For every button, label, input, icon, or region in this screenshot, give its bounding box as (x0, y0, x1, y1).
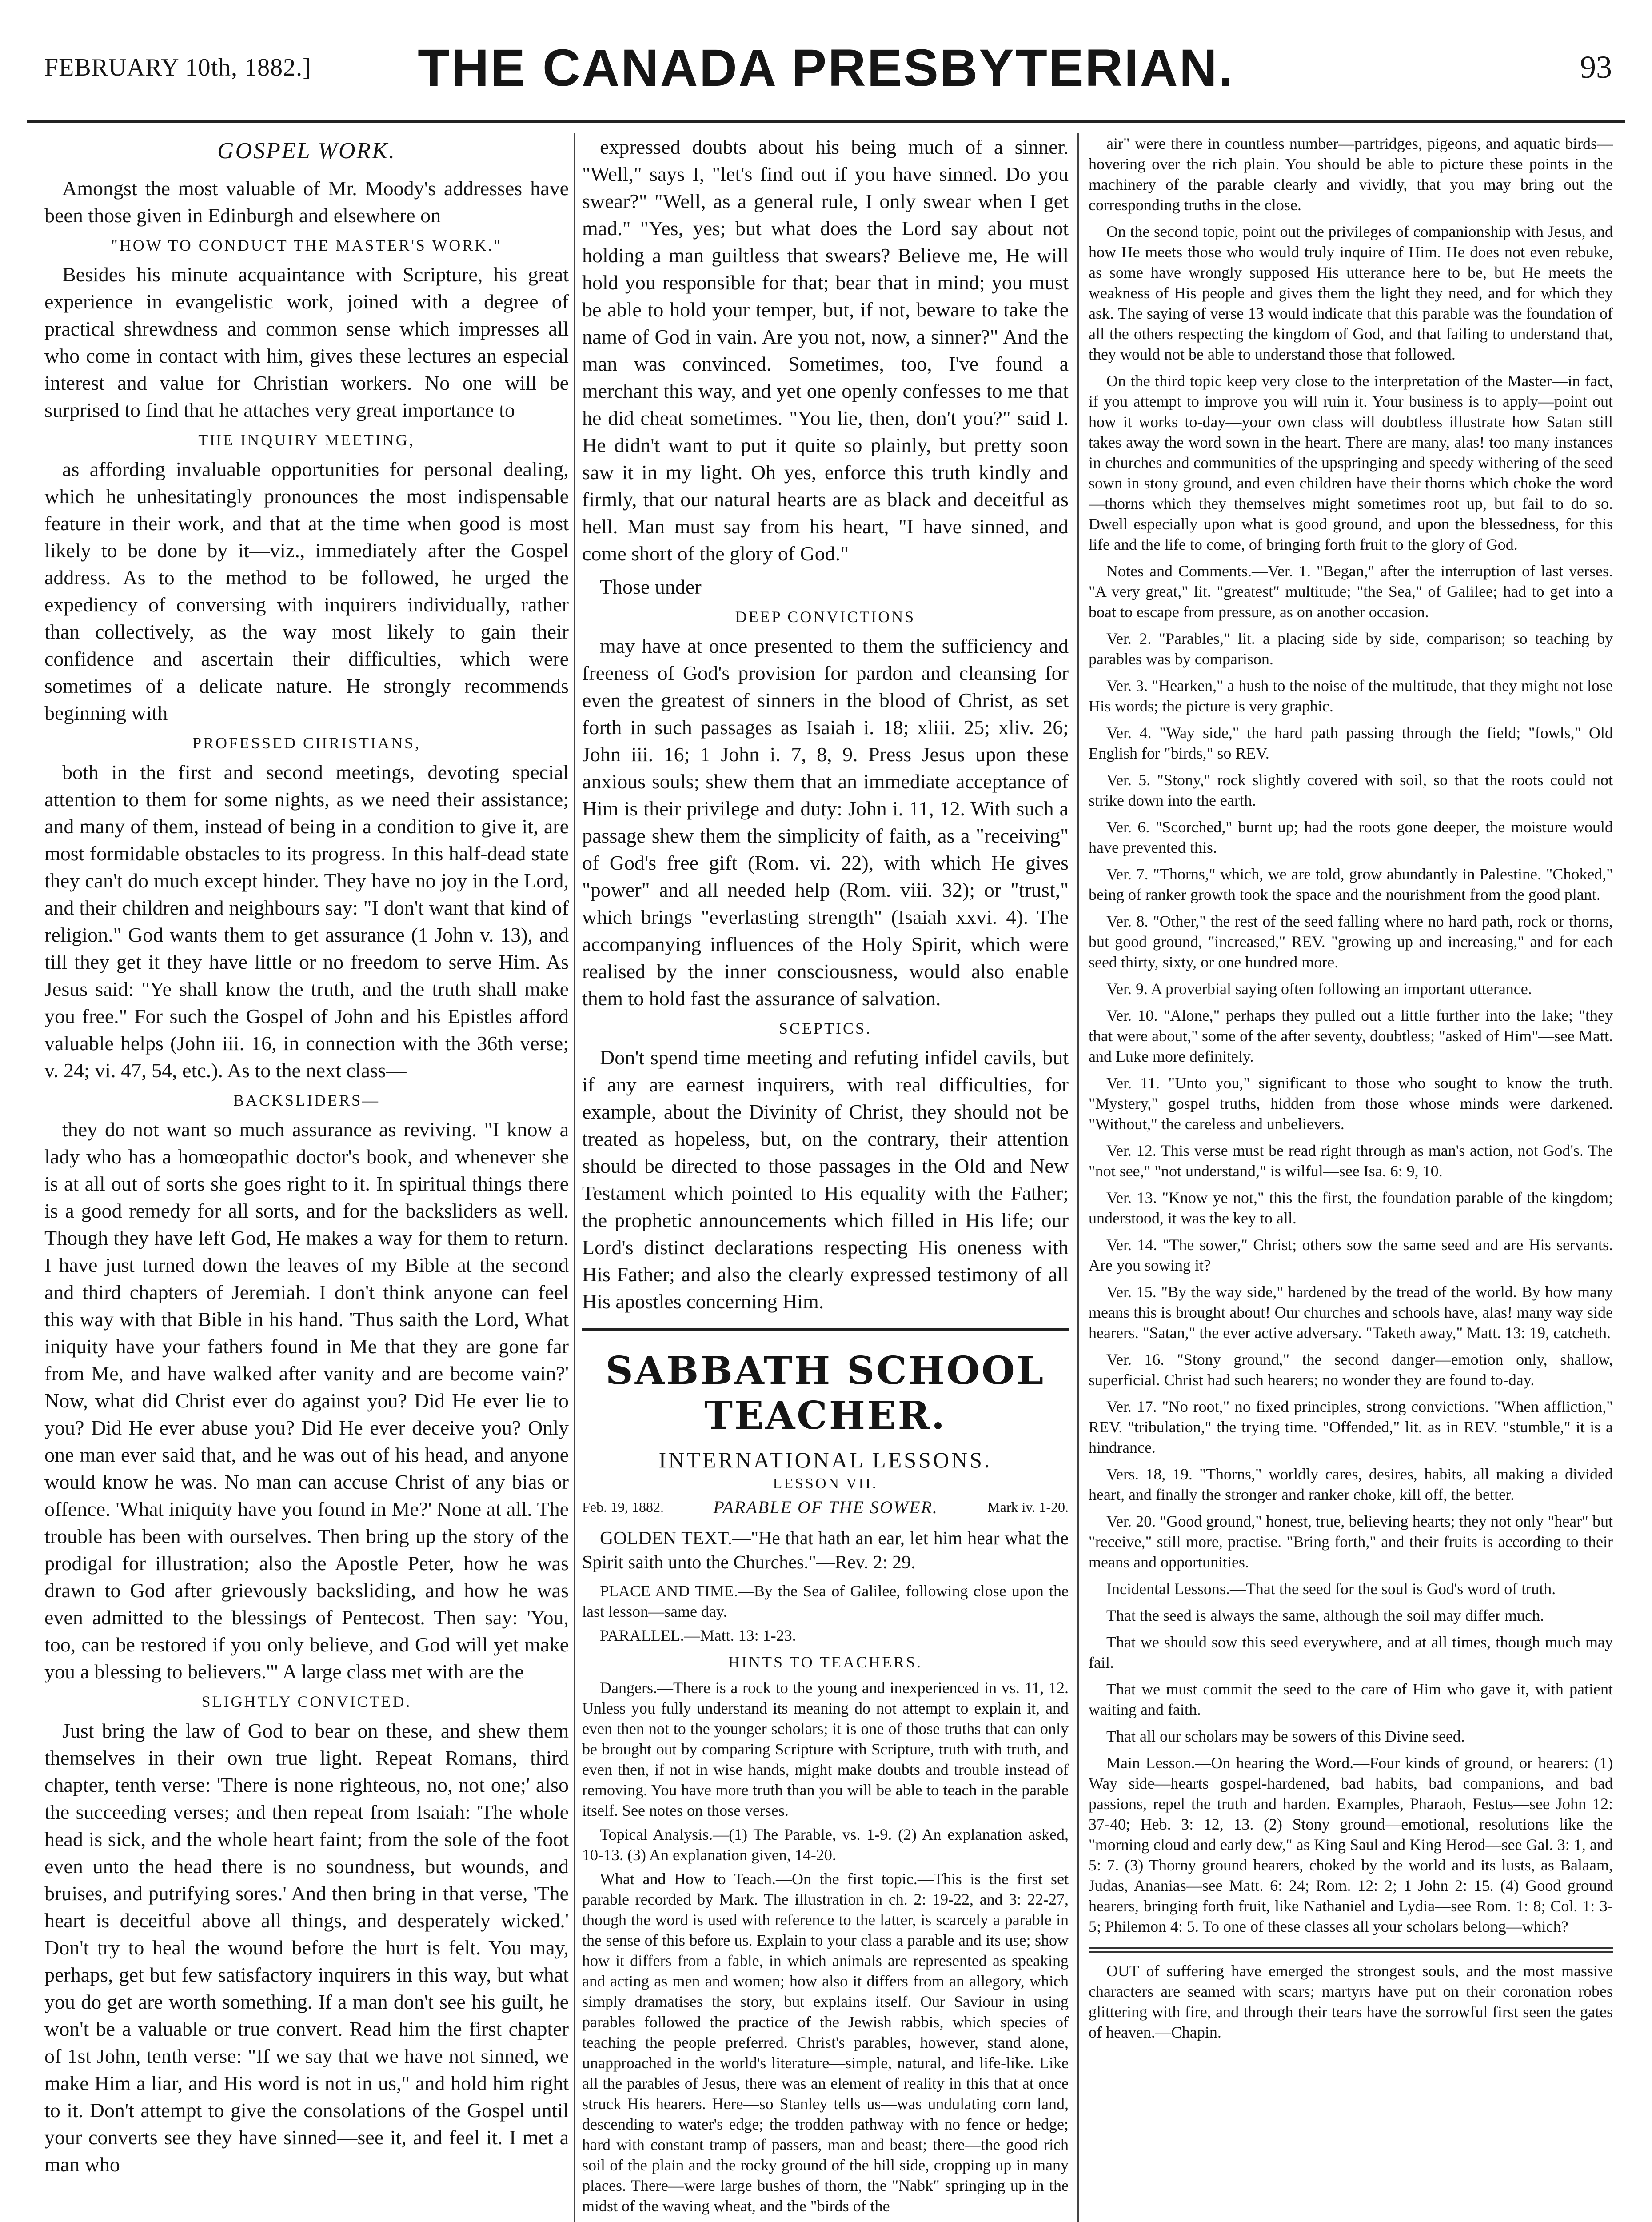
section-title: GOSPEL WORK. (217, 138, 396, 164)
paragraph: Ver. 15. "By the way side," hardened by the tread of the world. By how many means this is brought about! Our churches and schools have, alas! many way side hearers. "Satan," the ever active adversary. "Taketh away," Matt. 13: 19, catcheth. (1089, 1283, 1613, 1342)
place-and-time: PLACE AND TIME.—By the Sea of Galilee, following close upon the last lesson—same day. (582, 1582, 1069, 1620)
parallel: PARALLEL.—Matt. 13: 1-23. (600, 1627, 796, 1644)
hint-paragraph: Topical Analysis.—(1) The Parable, vs. 1-9. (2) An explanation asked, 10-13. (3) An explanation given, 14-20. (582, 1826, 1069, 1864)
paragraph: Ver. 13. "Know ye not," this the first, the foundation parable of the kingdom; understood, it was the key to all. (1089, 1189, 1613, 1227)
column-divider (1077, 133, 1079, 2222)
paragraph: air" were there in countless number—partridges, pigeons, and aquatic birds—hovering over the rich plain. You should be able to picture these points in the machinery of the parable clearly and vividly, that you may bring out the corresponding truths in the close. (1089, 135, 1613, 214)
paragraph: Vers. 18, 19. "Thorns," worldly cares, desires, habits, all making a divided heart, and finally the stronger and ranker choke, kill off, the better. (1089, 1465, 1613, 1503)
quote-rule (1089, 1947, 1613, 1953)
paragraph: Ver. 17. "No root," no fixed principles, strong convictions. "When affliction," REV. "tribulation," the trying time. "Offended," lit. as in REV. "stumble," it is a hindrance. (1089, 1398, 1613, 1456)
paragraph: Those under (600, 575, 702, 598)
paragraph: Amongst the most valuable of Mr. Moody's addresses have been those given in Edinburgh and elsewhere on (44, 177, 569, 227)
column-divider (574, 133, 575, 2222)
column-middle (582, 133, 1069, 2222)
page-number: 93 (1580, 49, 1612, 85)
hints-heading: HINTS TO TEACHERS. (728, 1653, 923, 1671)
column-gospel-work (44, 133, 569, 2222)
paragraph: Ver. 4. "Way side," the hard path passing through the field; "fowls," Old English for "birds," so REV. (1089, 724, 1613, 762)
subheading: BACKSLIDERS— (233, 1091, 380, 1109)
header-rule (27, 120, 1625, 123)
page-header (27, 0, 1625, 129)
paragraph: may have at once presented to them the sufficiency and freeness of God's provision for pardon and cleansing for even the greatest of sinners in the blood of Christ, as set forth in such passages as Isaiah i. 18; xliii. 25; xliv. 26; John iii. 16; 1 John i. 7, 8, 9. Press Jesus upon these anxious souls; shew them that an immediate acceptance of Him is their privilege and duty: John i. 11, 12. With such a passage shew them the simplicity of faith, as a "receiving" of God's free gift (Rom. vi. 22), with which He gives "power" and all needed help (Rom. viii. 32); or "trust," which brings "everlasting strength" (Isaiah xxvi. 4). The accompanying influences of the Holy Spirit, which were realised by the inner consciousness, would also enable them to hold fast the assurance of salvation. (582, 635, 1069, 1010)
lesson-row (582, 1497, 1069, 1518)
paragraph: That the seed is always the same, although the soil may differ much. (1106, 1607, 1544, 1624)
paragraph: Just bring the law of God to bear on these, and shew them themselves in their own true light. Repeat Romans, third chapter, tenth verse: 'There is none righteous, no, not one;' also the succeeding verses; and then repeat from Isaiah: 'The whole head is sick, and the whole heart faint; from the sole of the foot even unto the head there is no soundness, but wounds, and bruises, and putrifying sores.' And then bring in that verse, 'The heart is deceitful above all things, and desperately wicked.' Don't try to heal the wound before the hurt is felt. You may, perhaps, get but few satisfactory inquirers in this way, but what you do get are worth something. If a man don't see his guilt, he won't be a valuable or true convert. Read him the first chapter of 1st John, tenth verse: "If we say that we have not sinned, we make Him a liar, and His word is not in us," and hold him right to it. Don't attempt to give the consolations of the Gospel until your converts see they have sinned—see it, and feel it. I met a man who (44, 1719, 569, 2176)
subheading: SCEPTICS. (778, 1019, 872, 1037)
paragraph: both in the first and second meetings, devoting special attention to them for some nights, as we need their assistance; and many of them, instead of being in a condition to give it, are most formidable obstacles to its progress. In this half-dead state they can't do much except hinder. They have no joy in the Lord, and their children and neighbours say: "I don't want that kind of religion." God wants them to get assurance (1 John v. 13), and till they get it they have little or no freedom to serve Him. As Jesus said: "Ye shall know the truth, and the truth shall make you free." For such the Gospel of John and his Epistles afford valuable helps (John iii. 16, in connection with the 36th verse; v. 24; vi. 47, 54, etc.). As to the next class— (44, 761, 569, 1082)
hint-paragraph: What and How to Teach.—On the first topic.—This is the first set parable recorded by Mark. The illustration in ch. 2: 19-22, and 3: 22-27, though the word is used with reference to the latter, is scarcely a parable in the sense of this before us. Explain to your class a parable and its use; show how it differs from a fable, in which animals are represented as speaking and acting as men and women; how also it differs from an allegory, which simply dramatises the story, but explains itself. Our Saviour in using parables followed the practice of the Jewish rabbis, which species of teaching the people preferred. Christ's parables, however, stand alone, unapproached in the world's literature—simple, natural, and life-like. Like all the parables of Jesus, there was an element of reality in this that at once struck His hearers. Here—so Stanley tells us—was undulating corn land, descending to water's edge; the trodden pathway with no fence or hedge; hard with constant tramp of passers, man and beast; there—the good rich soil of the plain and the rocky ground of the hill side, cropping up in many places. There—were large bushes of thorn, the "Nabk" springing up in the midst of the waving wheat, and the "birds of the (582, 1870, 1069, 2215)
paragraph: Ver. 8. "Other," the rest of the seed falling where no hard path, rock or thorns, but good ground, "increased," REV. "growing up and increasing," and for each seed thirty, sixty, or one hundred more. (1089, 912, 1613, 971)
lesson-date: Feb. 19, 1882. (582, 1499, 664, 1515)
golden-text: GOLDEN TEXT.—"He that hath an ear, let him hear what the Spirit saith unto the Churches."—Rev. 2: 29. (582, 1528, 1069, 1573)
paragraph: Notes and Comments.—Ver. 1. "Began," after the interruption of last verses. "A very great," lit. "greatest" multitude; "the Sea," of Galilee; had to get into a boat to escape from pressure, as on another occasion. (1089, 562, 1613, 621)
paragraph: Besides his minute acquaintance with Scripture, his great experience in evangelistic work, joined with a degree of practical shrewdness and common sense which impresses all who come in contact with him, gives these lectures an especial interest and value for Christian workers. No one will be surprised to find that he attaches very great importance to (44, 263, 569, 421)
paragraph: Ver. 5. "Stony," rock slightly covered with soil, so that the roots could not strike down into the earth. (1089, 771, 1613, 809)
issue-date: FEBRUARY 10th, 1882.] (44, 54, 311, 81)
paragraph: they do not want so much assurance as reviving. "I know a lady who has a homœopathic doctor's book, and whenever she is at all out of sorts she goes right to it. In spiritual things there is a good remedy for all sorts, and for the backsliders as well. Though they have left God, He makes a way for them to return. I have just turned down the leaves of my Bible at the second and third chapters of Jeremiah. I don't think anyone can feel this way with that Bible in his hand. 'Thus saith the Lord, What iniquity have your fathers found in Me that they are gone far from Me, and have walked after vanity and are become vain?' Now, what did Christ ever do against you? Did He ever lie to you? Did He ever abuse you? Did He ever deceive you? Only one man ever said that, and he was out of his head, and anyone would know he was. No man can accuse Christ of any bias or offence. 'What iniquity have you found in Me?' None at all. The trouble has been with ourselves. Then bring up the story of the prodigal for illustration; also the Apostle Peter, how he was drawn to God after grievously backsliding, and how he was even admitted to the blessings of Pentecost. Then say: 'You, too, can be restored if you only believe, and God will yet make you a blessing to believers.'" A large class met with are the (44, 1118, 569, 1683)
subheading: DEEP CONVICTIONS (735, 608, 916, 626)
subheading: THE INQUIRY MEETING, (198, 431, 415, 449)
paragraph: Ver. 7. "Thorns," which, we are told, grow abundantly in Palestine. "Choked," being of ranker growth took the space and the nourishment from the good plant. (1089, 865, 1613, 903)
subheading: "HOW TO CONDUCT THE MASTER'S WORK." (111, 236, 502, 254)
paragraph: as affording invaluable opportunities for personal dealing, which he unhesitatingly pronounces the most indispensable feature in their work, and that at the time when good is most likely to be done by it—viz., immediately after the Gospel address. As to the method to be followed, he urged the expediency of conversing with inquirers individually, rather than collectively, as the way most likely to gain their confidence and ascertain their difficulties, which were sometimes of a delicate nature. He strongly recommends beginning with (44, 458, 569, 724)
masthead-title: THE CANADA PRESBYTERIAN. (418, 39, 1234, 97)
section-rule (582, 1328, 1069, 1331)
lesson-title: PARABLE OF THE SOWER. (713, 1497, 938, 1517)
paragraph: Ver. 6. "Scorched," burnt up; had the roots gone deeper, the moisture would have prevented this. (1089, 818, 1613, 856)
paragraph: Ver. 2. "Parables," lit. a placing side by side, comparison; so teaching by parables was by comparison. (1089, 630, 1613, 668)
paragraph: On the second topic, point out the privileges of companionship with Jesus, and how He meets those who would truly inquire of Him. He does not even rebuke, as some have wrongly supposed His utterance here to be, but He meets the weakness of His people and gives them the light they need, and for which they ask. The saying of verse 13 would indicate that this parable was the foundation of all the others respecting the kingdom of God, and that failing to understand that, they would not be able to understand those that followed. (1089, 223, 1613, 363)
column-notes (1089, 133, 1613, 2222)
sabbath-school-banner: SABBATH SCHOOL TEACHER. (605, 1348, 1045, 1438)
paragraph: Ver. 11. "Unto you," significant to those who sought to know the truth. "Mystery," gospel truths, hidden from those whose minds were darkened. "Without," the careless and unbelievers. (1089, 1074, 1613, 1133)
lesson-number: LESSON VII. (773, 1475, 878, 1492)
international-lessons-heading: INTERNATIONAL LESSONS. (658, 1447, 992, 1472)
paragraph: On the third topic keep very close to the interpretation of the Master—in fact, if you attempt to improve you will ruin it. Your business is to apply—point out how it works to-day—your own class will doubtless illustrate how Satan still takes away the word sown in the heart. There are many, alas! too many instances in churches and communities of the upspringing and speedy withering of the seed sown in stony ground, and even children have their thorns which choke the word—thorns which they themselves might sometimes root up, but fail to do so. Dwell especially upon what is good ground, and upon the blessedness, for this life and the life to come, of bringing forth fruit to the glory of God. (1089, 372, 1613, 553)
paragraph: Ver. 3. "Hearken," a hush to the noise of the multitude, that they might not lose His words; the picture is very graphic. (1089, 677, 1613, 715)
paragraph: Ver. 20. "Good ground," honest, true, believing hearts; they not only "hear" but "receive," still more, practise. "Bring forth," and their fruits is according to their means and opportunities. (1089, 1512, 1613, 1571)
paragraph: expressed doubts about his being much of a sinner. "Well," says I, "let's find out if you have sinned. Do you swear?" "Well, as a general rule, I only swear when I get mad." "Yes, yes; but what does the Lord say about not holding a man guiltless that swears? Believe me, He will hold you responsible for that; bear that in mind; you must be able to hold your temper, but, if not, beware to take the name of God in vain. Are you not, now, a sinner?" And the man was convinced. Sometimes, too, I've found a merchant this way, and yet one openly confesses to me that he did cheat sometimes. "You lie, then, don't you?" said I. He didn't want to put it quite so plainly, but pretty soon saw it in my light. Oh yes, enforce this truth kindly and firmly, that our natural hearts are as black and deceitful as hell. Man must say from his heart, "I have sinned, and come short of the glory of God." (582, 136, 1069, 565)
subheading: SLIGHTLY CONVICTED. (201, 1693, 412, 1710)
paragraph: Ver. 10. "Alone," perhaps they pulled out a little further into the lake; "they that were about," some of the after seventy, doubtless; "asked of Him"—see Matt. and Luke more definitely. (1089, 1007, 1613, 1065)
paragraph: Don't spend time meeting and refuting infidel cavils, but if any are earnest inquirers, with real difficulties, for example, about the Divinity of Christ, they should not be treated as hopeless, but, on the contrary, their attention should be directed to those passages in the Old and New Testament which pointed to His equality with the Father; the prophetic announcements which filled in His life; our Lord's distinct declarations respecting His oneness with His Father; and also the clearly expressed testimony of all His apostles concerning Him. (582, 1046, 1069, 1313)
lesson-reference: Mark iv. 1-20. (987, 1499, 1069, 1515)
chapin-quote: OUT of suffering have emerged the strongest souls, and the most massive characters are seamed with scars; martyrs have put on their coronation robes glittering with fire, and through their tears have the sorrowful first seen the gates of heaven.—Chapin. (1089, 1962, 1613, 2041)
paragraph: That we must commit the seed to the care of Him who gave it, with patient waiting and faith. (1089, 1680, 1613, 1718)
paragraph: That all our scholars may be sowers of this Divine seed. (1106, 1727, 1465, 1745)
paragraph: Incidental Lessons.—That the seed for the soul is God's word of truth. (1106, 1580, 1556, 1598)
paragraph: Ver. 16. "Stony ground," the second danger—emotion only, shallow, superficial. Christ had such hearers; no wonder they are found to-day. (1089, 1351, 1613, 1389)
paragraph: Ver. 9. A proverbial saying often following an important utterance. (1106, 980, 1532, 998)
subheading: PROFESSED CHRISTIANS, (192, 734, 421, 752)
paragraph: That we should sow this seed everywhere, and at all times, though much may fail. (1089, 1633, 1613, 1671)
paragraph: Ver. 14. "The sower," Christ; others sow the same seed and are His servants. Are you sowing it? (1089, 1236, 1613, 1274)
paragraph: Ver. 12. This verse must be read right through as man's action, not God's. The "not see," "not understand," is wilful—see Isa. 6: 9, 10. (1089, 1142, 1613, 1180)
paragraph: Main Lesson.—On hearing the Word.—Four kinds of ground, or hearers: (1) Way side—hearts gospel-hardened, bad habits, bad companions, and bad passions, repel the truth and harden. Examples, Pharaoh, Festus—see John 12: 37-40; Heb. 3: 12, 13. (2) Stony ground—emotional, resolutions like the "morning cloud and early dew," as King Saul and King Herod—see Gal. 3: 1, and 5: 7. (3) Thorny ground hearers, choked by the world and its lusts, as Balaam, Judas, Ananias—see Matt. 6: 24; Rom. 12: 2; 1 John 2: 15. (4) Good ground hearers, bringing forth fruit, like Nathaniel and Lydia—see Rom. 1: 8; Col. 1: 3-5; Philemon 4: 5. To one of these classes all your scholars belong—which? (1089, 1754, 1613, 1935)
hint-paragraph: Dangers.—There is a rock to the young and inexperienced in vs. 11, 12. Unless you fully understand its meaning do not attempt to explain it, and even then not to the younger scholars; it is one of those truths that can only be brought out by comparing Scripture with Scripture, truth with truth, and even then, if not in wise hands, might make doubts and trouble instead of removing. You have more truth than you will be able to teach in the parable itself. See notes on those verses. (582, 1679, 1069, 1819)
